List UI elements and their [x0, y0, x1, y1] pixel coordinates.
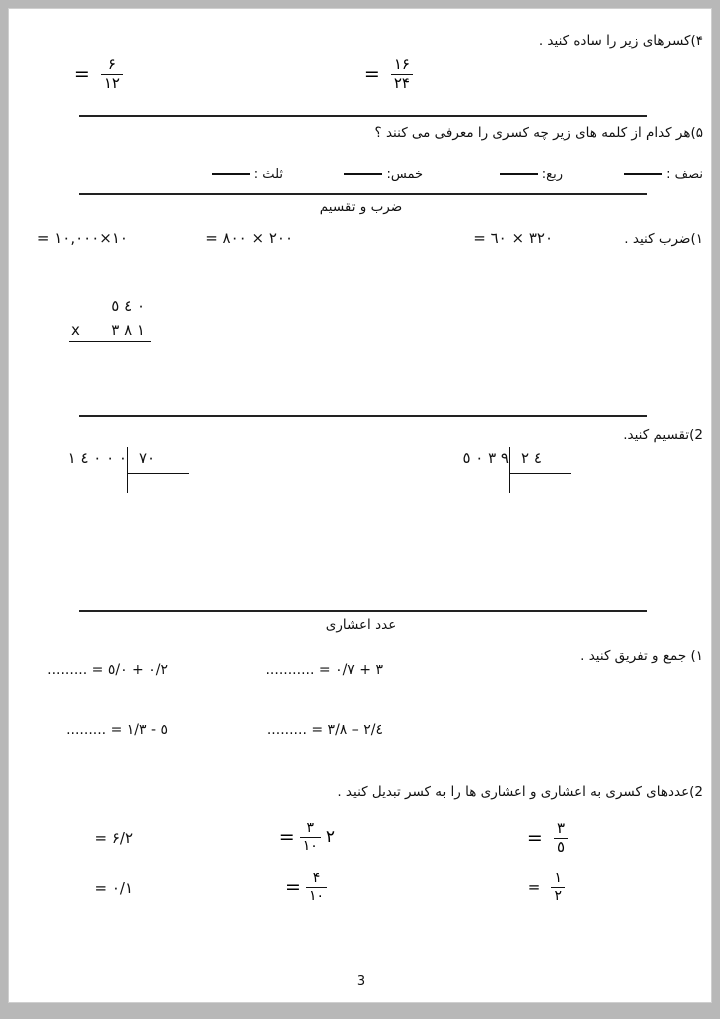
multiplier-row	[69, 315, 151, 342]
decimal-problem-4: ٥ - ۱/۳ = .........	[66, 722, 168, 738]
conversion-right-1	[521, 821, 568, 856]
fraction-numerator: ۳	[306, 820, 314, 836]
mult-div-section-title: ضرب و تقسیم	[319, 199, 403, 215]
section-divider-1	[79, 115, 647, 117]
fraction-denominator: ۱۰	[308, 887, 324, 904]
q5-word-item-4	[210, 167, 283, 182]
fraction-denominator: ٥	[556, 837, 565, 856]
multiplier: ۳ ۸ ۱	[111, 321, 145, 339]
q5-word-label: نصف :	[666, 167, 703, 182]
dividend: ۱ ٤ ۰ ۰ ۰	[67, 449, 127, 467]
mult-problem-3: ۱۰×۱۰,۰۰۰ =	[36, 229, 128, 247]
divisor: ۷۰	[139, 449, 156, 467]
q5-word-item-3	[342, 167, 423, 182]
fraction-numerator: ۶	[107, 55, 116, 73]
division-horizontal-bar	[509, 473, 571, 474]
fraction	[551, 871, 565, 903]
fraction-denominator: ۱۰	[302, 837, 318, 854]
fraction	[306, 871, 327, 903]
fraction-numerator: ۳	[556, 819, 565, 837]
question-5-label: ۵)هر کدام از کلمه های زیر چه کسری را معرفی می کنند ؟	[374, 125, 703, 141]
decimal-problem-3: ٤/۲ – ۳/۸ = .........	[266, 722, 383, 738]
equals-sign: =	[526, 827, 543, 850]
equals-sign: =	[363, 63, 380, 86]
q4-fraction-2	[68, 57, 123, 92]
equals-sign: =	[527, 878, 541, 897]
fraction-denominator: ۲۴	[393, 73, 410, 92]
division-vertical-bar	[509, 447, 510, 493]
conversion-question-label: 2)عددهای کسری به اعشاری و اعشاری ها را به کسر تبدیل کنید .	[337, 784, 703, 800]
division-question-label: 2)تقسیم کنید.	[623, 427, 703, 443]
fraction	[554, 821, 568, 856]
decimal-problem-1: ۳ + ۰/۷ = ...........	[265, 662, 383, 678]
fraction	[391, 57, 413, 92]
mixed-whole-number: ۲	[325, 827, 335, 848]
question-4-label: ۴)کسرهای زیر را ساده کنید .	[538, 33, 703, 49]
conversion-right-2	[522, 871, 565, 903]
q4-fraction-1	[358, 57, 413, 92]
fraction-denominator: ۱۲	[103, 73, 120, 92]
section-divider-4	[79, 610, 647, 612]
mult-problem-2: ۲۰۰ × ۸۰۰ =	[205, 229, 293, 247]
decimal-section-title: عدد اعشاری	[325, 617, 397, 633]
mult-problem-1: ۳۲۰ × ٦۰ =	[473, 229, 553, 247]
fraction-numerator: ۱۶	[393, 55, 410, 73]
worksheet-sheet	[9, 9, 712, 1003]
q5-word-label: ربع:	[541, 167, 563, 182]
fraction	[300, 821, 321, 853]
conversion-mid-1	[279, 821, 335, 853]
decimal-add-sub-label: ۱) جمع و تفریق کنید .	[580, 648, 703, 664]
q5-word-item-2	[498, 167, 563, 182]
answer-blank	[624, 173, 662, 175]
division-horizontal-bar	[127, 473, 189, 474]
conversion-left-1: ۶/۲ =	[94, 829, 133, 847]
page-number: 3	[356, 974, 366, 989]
answer-blank	[212, 173, 250, 175]
equals-sign: =	[73, 63, 90, 86]
decimal-problem-2: ۰/۲ + ۰/٥ = .........	[47, 662, 168, 678]
section-divider-2	[79, 193, 647, 195]
section-divider-3	[79, 415, 647, 417]
answer-blank	[500, 173, 538, 175]
q5-word-label: خمس:	[386, 167, 423, 182]
answer-blank	[344, 173, 382, 175]
mult-question-label: ۱)ضرب کنید .	[624, 231, 703, 247]
multiplicand: ٤ ٥ ۰	[111, 297, 145, 315]
conversion-mid-2	[285, 871, 327, 903]
divisor: ۲ ٤	[521, 449, 542, 467]
fraction	[101, 57, 123, 92]
dividend: ٥ ۰ ۳ ۹	[462, 449, 509, 467]
fraction-numerator: ۱	[554, 870, 562, 886]
q5-word-item-1	[622, 167, 703, 182]
fraction-denominator: ۲	[554, 887, 562, 904]
worksheet-page	[8, 8, 712, 1003]
vertical-multiplication	[69, 297, 151, 342]
multiply-operator: x	[71, 321, 80, 339]
equals-sign: =	[278, 826, 295, 849]
fraction-numerator: ۴	[312, 870, 321, 886]
q5-word-label: ثلث :	[253, 167, 283, 182]
division-vertical-bar	[127, 447, 128, 493]
conversion-left-2: ۰/۱ =	[94, 879, 133, 897]
equals-sign: =	[284, 876, 301, 899]
